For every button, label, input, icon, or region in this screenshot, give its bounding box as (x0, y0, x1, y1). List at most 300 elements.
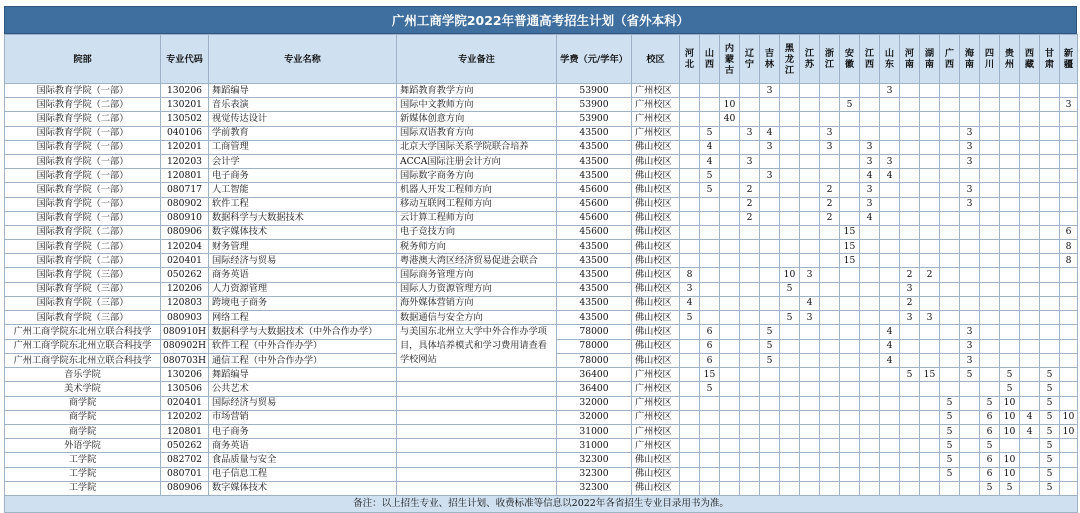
cell-fee: 45600 (557, 225, 632, 239)
cell-quota (1000, 225, 1020, 239)
cell-quota (1040, 183, 1060, 197)
cell-quota (880, 112, 900, 126)
cell-quota (880, 467, 900, 481)
cell-quota (900, 424, 920, 438)
cell-name: 国际经济与贸易 (209, 396, 397, 410)
cell-quota (940, 353, 960, 367)
cell-quota (680, 211, 700, 225)
cell-quota (940, 126, 960, 140)
cell-quota (920, 325, 940, 339)
cell-quota (860, 467, 880, 481)
cell-quota (1060, 296, 1078, 310)
cell-quota (1040, 211, 1060, 225)
cell-quota (940, 154, 960, 168)
cell-quota (820, 84, 840, 98)
cell-note-merged: 与美国东北州立大学中外合作办学项目，具体培养模式和学习费用请查看学校网站 (397, 325, 557, 368)
cell-quota (1060, 368, 1078, 382)
cell-quota (840, 126, 860, 140)
cell-quota (900, 325, 920, 339)
cell-quota (840, 325, 860, 339)
cell-quota: 5 (780, 311, 800, 325)
cell-quota: 6 (700, 325, 720, 339)
cell-quota (880, 368, 900, 382)
cell-quota (920, 112, 940, 126)
cell-code: 080902H (161, 339, 209, 353)
cell-dept: 国际教育学院（一部） (5, 126, 161, 140)
cell-quota (1020, 311, 1040, 325)
cell-quota (960, 424, 980, 438)
cell-quota (800, 254, 820, 268)
header-province: 黑龙江 (780, 35, 800, 84)
cell-code: 080906 (161, 225, 209, 239)
cell-quota: 5 (760, 325, 780, 339)
cell-quota: 3 (960, 126, 980, 140)
cell-quota (880, 98, 900, 112)
cell-quota (680, 382, 700, 396)
cell-quota (1060, 197, 1078, 211)
cell-quota (920, 169, 940, 183)
header-province: 浙江 (820, 35, 840, 84)
cell-quota (980, 112, 1000, 126)
cell-quota (940, 382, 960, 396)
cell-quota (960, 382, 980, 396)
cell-quota (740, 84, 760, 98)
cell-quota (840, 282, 860, 296)
cell-quota (900, 98, 920, 112)
cell-quota (1020, 296, 1040, 310)
cell-campus: 广州校区 (632, 112, 680, 126)
cell-note: 国际人力资源管理方向 (397, 282, 557, 296)
cell-quota (1040, 84, 1060, 98)
cell-quota (840, 467, 860, 481)
cell-quota (920, 126, 940, 140)
cell-quota (1020, 439, 1040, 453)
cell-quota (780, 296, 800, 310)
cell-quota (1020, 84, 1040, 98)
cell-quota (800, 84, 820, 98)
cell-dept: 国际教育学院（一部） (5, 183, 161, 197)
cell-note (397, 467, 557, 481)
cell-dept: 美术学院 (5, 382, 161, 396)
cell-quota (1000, 197, 1020, 211)
cell-quota (820, 254, 840, 268)
cell-quota (960, 396, 980, 410)
cell-quota (800, 396, 820, 410)
cell-quota (940, 84, 960, 98)
cell-quota (1020, 268, 1040, 282)
table-row (5, 424, 1078, 438)
cell-quota (780, 112, 800, 126)
cell-quota (700, 481, 720, 495)
cell-quota (720, 396, 740, 410)
cell-quota (680, 240, 700, 254)
cell-quota (840, 169, 860, 183)
cell-fee: 43500 (557, 268, 632, 282)
cell-quota: 3 (860, 183, 880, 197)
cell-quota (980, 353, 1000, 367)
header-province: 贵州 (1000, 35, 1020, 84)
cell-quota (800, 169, 820, 183)
cell-quota: 3 (880, 84, 900, 98)
cell-quota (1000, 254, 1020, 268)
cell-quota (920, 353, 940, 367)
cell-quota: 5 (1040, 368, 1060, 382)
cell-quota (1020, 368, 1040, 382)
cell-code: 050262 (161, 439, 209, 453)
cell-quota (760, 197, 780, 211)
cell-note: 粤港澳大湾区经济贸易促进会联合 (397, 254, 557, 268)
cell-quota (960, 481, 980, 495)
cell-quota (820, 396, 840, 410)
table-row (5, 268, 1078, 282)
cell-dept: 国际教育学院（一部） (5, 169, 161, 183)
header-province: 江西 (860, 35, 880, 84)
cell-code: 130206 (161, 368, 209, 382)
cell-quota: 5 (960, 368, 980, 382)
cell-quota: 10 (1060, 424, 1078, 438)
cell-name: 国际经济与贸易 (209, 254, 397, 268)
cell-quota (700, 268, 720, 282)
cell-quota (720, 268, 740, 282)
cell-fee: 36400 (557, 382, 632, 396)
cell-quota (680, 368, 700, 382)
table-row (5, 481, 1078, 495)
cell-quota (920, 211, 940, 225)
cell-quota (820, 311, 840, 325)
cell-quota (720, 254, 740, 268)
cell-quota (860, 424, 880, 438)
cell-quota (760, 467, 780, 481)
cell-fee: 43500 (557, 240, 632, 254)
cell-quota (980, 183, 1000, 197)
cell-quota: 8 (680, 268, 700, 282)
cell-name: 视觉传达设计 (209, 112, 397, 126)
cell-quota (720, 154, 740, 168)
cell-quota (720, 325, 740, 339)
cell-code: 080902 (161, 197, 209, 211)
cell-quota: 6 (1060, 225, 1078, 239)
cell-quota (1040, 240, 1060, 254)
cell-quota: 5 (980, 439, 1000, 453)
cell-quota (860, 296, 880, 310)
cell-campus: 佛山校区 (632, 268, 680, 282)
cell-quota (880, 410, 900, 424)
cell-campus: 广州校区 (632, 98, 680, 112)
cell-dept: 国际教育学院（二部） (5, 112, 161, 126)
cell-quota (740, 169, 760, 183)
cell-dept: 国际教育学院（一部） (5, 154, 161, 168)
cell-quota (720, 382, 740, 396)
cell-quota (940, 183, 960, 197)
cell-quota (980, 296, 1000, 310)
cell-name: 人工智能 (209, 183, 397, 197)
cell-quota (880, 268, 900, 282)
cell-quota (800, 140, 820, 154)
cell-campus: 佛山校区 (632, 225, 680, 239)
cell-quota (920, 424, 940, 438)
cell-quota (860, 396, 880, 410)
cell-quota: 5 (680, 311, 700, 325)
cell-dept: 工学院 (5, 453, 161, 467)
cell-quota (1000, 154, 1020, 168)
cell-quota (820, 382, 840, 396)
cell-quota: 10 (780, 268, 800, 282)
table-row (5, 112, 1078, 126)
cell-quota: 3 (860, 140, 880, 154)
cell-quota (980, 368, 1000, 382)
cell-quota (680, 183, 700, 197)
cell-quota (940, 282, 960, 296)
cell-quota: 3 (820, 140, 840, 154)
header-province: 甘肃 (1040, 35, 1060, 84)
cell-quota: 3 (740, 126, 760, 140)
cell-dept: 广州工商学院东北州立联合科技学 (5, 353, 161, 367)
cell-quota (920, 84, 940, 98)
cell-quota (700, 98, 720, 112)
cell-campus: 佛山校区 (632, 154, 680, 168)
cell-quota (680, 396, 700, 410)
cell-quota (720, 467, 740, 481)
cell-quota (980, 98, 1000, 112)
cell-quota (740, 410, 760, 424)
cell-quota (980, 211, 1000, 225)
cell-quota (780, 140, 800, 154)
cell-quota: 15 (920, 368, 940, 382)
cell-quota (720, 296, 740, 310)
table-row (5, 439, 1078, 453)
cell-quota (940, 481, 960, 495)
cell-quota: 5 (980, 396, 1000, 410)
cell-quota (840, 410, 860, 424)
cell-quota: 5 (1040, 396, 1060, 410)
cell-note: 国际中文教师方向 (397, 98, 557, 112)
cell-dept: 音乐学院 (5, 368, 161, 382)
cell-name: 数字媒体技术 (209, 225, 397, 239)
cell-quota: 5 (940, 453, 960, 467)
cell-quota (840, 311, 860, 325)
cell-quota: 10 (1000, 410, 1020, 424)
cell-fee: 32300 (557, 481, 632, 495)
cell-quota (840, 197, 860, 211)
cell-quota: 5 (1040, 453, 1060, 467)
cell-name: 工商管理 (209, 140, 397, 154)
cell-quota (760, 396, 780, 410)
cell-note: 数据通信与安全方向 (397, 311, 557, 325)
cell-quota (800, 424, 820, 438)
cell-quota (1060, 126, 1078, 140)
cell-quota (860, 225, 880, 239)
cell-name: 商务英语 (209, 439, 397, 453)
cell-quota (820, 268, 840, 282)
cell-quota (900, 353, 920, 367)
cell-quota: 5 (1040, 382, 1060, 396)
cell-campus: 广州校区 (632, 424, 680, 438)
cell-quota (880, 296, 900, 310)
cell-quota (1060, 154, 1078, 168)
table-title: 广州工商学院2022年普通高考招生计划（省外本科） (4, 6, 1077, 34)
cell-quota (1040, 339, 1060, 353)
cell-quota (1000, 169, 1020, 183)
cell-quota (880, 240, 900, 254)
cell-fee: 31000 (557, 439, 632, 453)
cell-quota (780, 84, 800, 98)
cell-quota (760, 382, 780, 396)
cell-quota: 5 (1000, 368, 1020, 382)
cell-code: 050262 (161, 268, 209, 282)
cell-quota (840, 154, 860, 168)
cell-code: 120203 (161, 154, 209, 168)
cell-quota: 4 (1020, 424, 1040, 438)
cell-quota: 6 (700, 339, 720, 353)
cell-quota (680, 453, 700, 467)
cell-quota (1000, 439, 1020, 453)
header-province: 江苏 (800, 35, 820, 84)
cell-quota (720, 211, 740, 225)
cell-quota (760, 183, 780, 197)
cell-name: 数据科学与大数据技术 (209, 211, 397, 225)
cell-quota: 5 (1040, 481, 1060, 495)
cell-quota (800, 197, 820, 211)
cell-fee: 43500 (557, 296, 632, 310)
cell-code: 080910 (161, 211, 209, 225)
cell-quota (800, 453, 820, 467)
cell-quota (780, 396, 800, 410)
cell-code: 080906 (161, 481, 209, 495)
cell-quota (760, 254, 780, 268)
cell-quota (820, 240, 840, 254)
cell-quota (840, 439, 860, 453)
cell-campus: 佛山校区 (632, 296, 680, 310)
cell-quota (1000, 353, 1020, 367)
cell-quota (760, 453, 780, 467)
cell-quota (1000, 183, 1020, 197)
cell-quota (1000, 339, 1020, 353)
cell-quota (740, 282, 760, 296)
cell-quota (900, 240, 920, 254)
cell-quota: 5 (780, 282, 800, 296)
cell-quota (1060, 353, 1078, 367)
cell-quota (680, 154, 700, 168)
cell-quota (780, 453, 800, 467)
cell-quota (780, 339, 800, 353)
table-row (5, 169, 1078, 183)
cell-quota: 6 (980, 453, 1000, 467)
cell-dept: 国际教育学院（三部） (5, 282, 161, 296)
cell-quota (960, 254, 980, 268)
cell-quota (760, 368, 780, 382)
cell-quota (700, 225, 720, 239)
cell-name: 数字媒体技术 (209, 481, 397, 495)
cell-quota (980, 240, 1000, 254)
cell-quota: 10 (1060, 410, 1078, 424)
cell-quota (700, 439, 720, 453)
cell-quota: 5 (940, 439, 960, 453)
cell-quota (820, 368, 840, 382)
cell-quota (1060, 325, 1078, 339)
cell-fee: 45600 (557, 197, 632, 211)
footer-note: 备注：以上招生专业、招生计划、收费标准等信息以2022年各省招生专业目录用书为准。 (5, 495, 1078, 512)
cell-name: 人力资源管理 (209, 282, 397, 296)
cell-quota (700, 197, 720, 211)
cell-quota (840, 84, 860, 98)
cell-code: 080701 (161, 467, 209, 481)
cell-quota (720, 183, 740, 197)
cell-quota (940, 169, 960, 183)
cell-quota: 3 (960, 140, 980, 154)
header-row (5, 35, 1078, 84)
cell-quota (820, 424, 840, 438)
cell-code: 080903 (161, 311, 209, 325)
cell-name: 音乐表演 (209, 98, 397, 112)
cell-quota (840, 296, 860, 310)
cell-quota (1000, 84, 1020, 98)
table-row (5, 183, 1078, 197)
cell-quota (740, 424, 760, 438)
cell-quota (740, 467, 760, 481)
cell-fee: 78000 (557, 325, 632, 339)
cell-quota (940, 225, 960, 239)
cell-quota (680, 84, 700, 98)
table-row (5, 126, 1078, 140)
cell-quota (860, 84, 880, 98)
cell-quota (1040, 296, 1060, 310)
table-row (5, 225, 1078, 239)
cell-quota (1060, 268, 1078, 282)
cell-quota (1060, 311, 1078, 325)
cell-code: 080717 (161, 183, 209, 197)
header-province: 海南 (960, 35, 980, 84)
cell-quota (700, 467, 720, 481)
cell-quota (860, 254, 880, 268)
cell-note: 税务师方向 (397, 240, 557, 254)
cell-quota (780, 410, 800, 424)
cell-quota (680, 140, 700, 154)
cell-campus: 佛山校区 (632, 353, 680, 367)
cell-quota (720, 439, 740, 453)
cell-name: 舞蹈编导 (209, 84, 397, 98)
cell-quota (800, 410, 820, 424)
header-province: 辽宁 (740, 35, 760, 84)
cell-code: 120803 (161, 296, 209, 310)
cell-quota (820, 112, 840, 126)
table-row (5, 197, 1078, 211)
cell-quota (720, 282, 740, 296)
cell-quota: 5 (940, 424, 960, 438)
cell-quota (1020, 353, 1040, 367)
cell-quota (780, 169, 800, 183)
cell-quota (1040, 282, 1060, 296)
cell-quota (720, 311, 740, 325)
cell-quota (1020, 325, 1040, 339)
cell-quota (920, 453, 940, 467)
cell-dept: 国际教育学院（三部） (5, 296, 161, 310)
cell-dept: 国际教育学院（二部） (5, 225, 161, 239)
cell-quota (1020, 240, 1040, 254)
cell-quota (740, 368, 760, 382)
header-province: 山西 (700, 35, 720, 84)
cell-quota (900, 439, 920, 453)
cell-quota (840, 339, 860, 353)
cell-fee: 43500 (557, 169, 632, 183)
cell-quota: 6 (980, 410, 1000, 424)
cell-code: 130201 (161, 98, 209, 112)
cell-quota (740, 140, 760, 154)
cell-quota (720, 225, 740, 239)
cell-quota: 3 (960, 154, 980, 168)
cell-quota (880, 481, 900, 495)
cell-quota (900, 467, 920, 481)
cell-quota (1060, 481, 1078, 495)
